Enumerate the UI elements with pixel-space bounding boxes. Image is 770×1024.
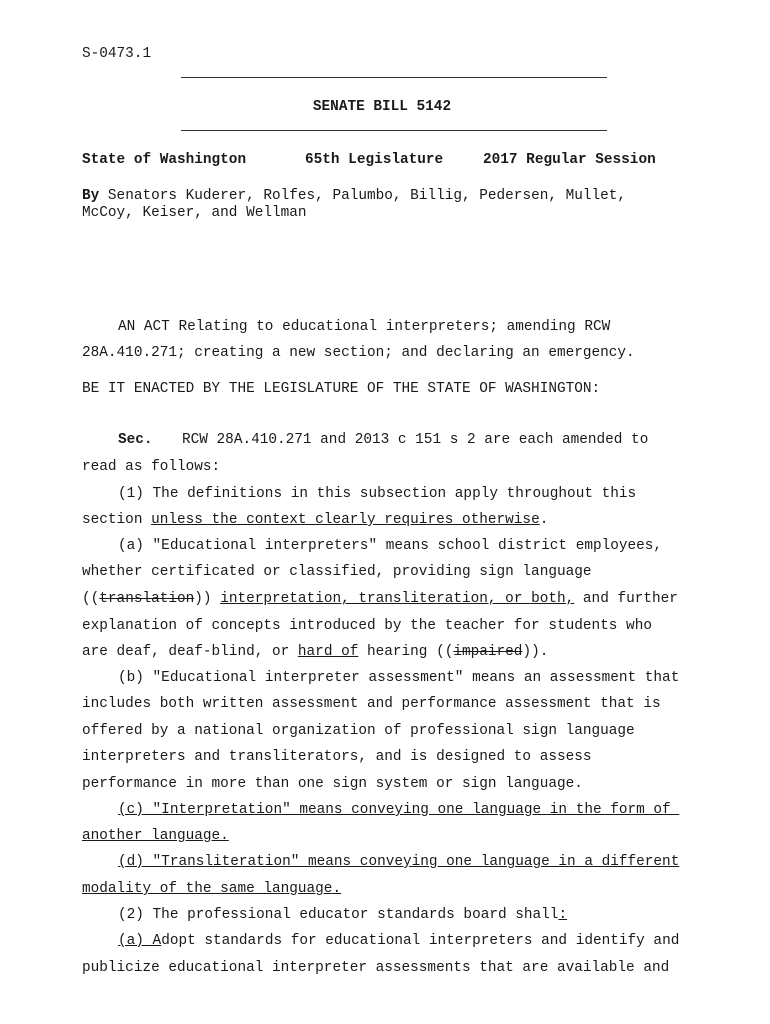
para-d-line-1: (d) "Transliteration" means conveying one language in a different: [118, 854, 680, 870]
para-b-line-2: includes both written assessment and performance assessment that is: [82, 696, 661, 712]
para-a-line-4: explanation of concepts introduced by the teacher for students who: [82, 618, 652, 634]
inserted-text: interpretation, transliteration, or both,: [220, 591, 575, 607]
sponsors-by: By: [82, 188, 100, 204]
sponsors-line-2: McCoy, Keiser, and Wellman: [82, 205, 307, 221]
header-state: State of Washington: [82, 152, 247, 168]
inserted-text: hard of: [297, 644, 359, 660]
inserted-text: :: [558, 907, 568, 923]
para-b-line-3: offered by a national organization of professional sign language: [82, 723, 635, 739]
inserted-text: unless the context clearly requires otherwise: [151, 512, 540, 528]
subsection-1-line-2: [82, 512, 548, 528]
text-span: hearing ((: [358, 644, 454, 660]
section-heading: [118, 432, 153, 448]
header-legislature: 65th Legislature: [305, 152, 444, 168]
para-2a-line-1: [118, 933, 679, 949]
text-span: )).: [522, 644, 549, 660]
act-line-1: AN ACT Relating to educational interpreters; amending RCW: [118, 319, 611, 335]
text-span: section: [82, 512, 152, 528]
text-span: and further: [574, 591, 678, 607]
text-span: .: [539, 512, 549, 528]
para-c-line-2: another language.: [82, 828, 229, 844]
section-citation: RCW 28A.410.271 and 2013 c 151 s 2 are each amended to: [182, 432, 649, 448]
inserted-text: (a) A: [118, 933, 162, 949]
para-b-line-1: (b) "Educational interpreter assessment" means an assessment that: [118, 670, 680, 686]
text-span: are deaf, deaf-blind, or: [82, 644, 298, 660]
deleted-text: impaired: [453, 644, 523, 660]
section-label: Sec.: [118, 432, 153, 448]
para-c-line-1: (c) "Interpretation" means conveying one language in the form of: [118, 802, 680, 818]
para-a-line-1: (a) "Educational interpreters" means school district employees,: [118, 538, 663, 554]
text-span: )): [194, 591, 221, 607]
text-span: (2) The professional educator standards board shall: [118, 907, 559, 923]
para-b-line-5: performance in more than one sign system or sign language.: [82, 776, 583, 792]
document-id: S-0473.1: [82, 46, 152, 62]
subsection-1-line-1: (1) The definitions in this subsection apply throughout this: [118, 486, 637, 502]
section-citation-2: read as follows:: [82, 459, 221, 475]
header-session: 2017 Regular Session: [483, 152, 656, 168]
subsection-2-line-1: [118, 907, 567, 923]
enacting-clause: BE IT ENACTED BY THE LEGISLATURE OF THE STATE OF WASHINGTON:: [82, 381, 601, 397]
text-span: dopt standards for educational interpreters and identify and: [161, 933, 680, 949]
act-line-2: 28A.410.271; creating a new section; and declaring an emergency.: [82, 345, 635, 361]
para-a-line-3: [82, 591, 678, 607]
para-b-line-4: interpreters and transliterators, and is designed to assess: [82, 749, 592, 765]
bill-title: SENATE BILL 5142: [312, 99, 452, 115]
title-rule-bottom: [181, 130, 607, 131]
para-a-line-2: whether certificated or classified, providing sign language: [82, 564, 592, 580]
text-span: ((: [82, 591, 100, 607]
title-rule-top: [181, 77, 607, 78]
sponsors-names-1: Senators Kuderer, Rolfes, Palumbo, Billig, Pedersen, Mullet,: [107, 188, 627, 204]
para-d-line-2: modality of the same language.: [82, 881, 342, 897]
para-a-line-5: [82, 644, 548, 660]
para-2a-line-2: publicize educational interpreter assessments that are available and: [82, 960, 670, 976]
sponsors-line-1: [82, 188, 626, 204]
deleted-text: translation: [99, 591, 195, 607]
